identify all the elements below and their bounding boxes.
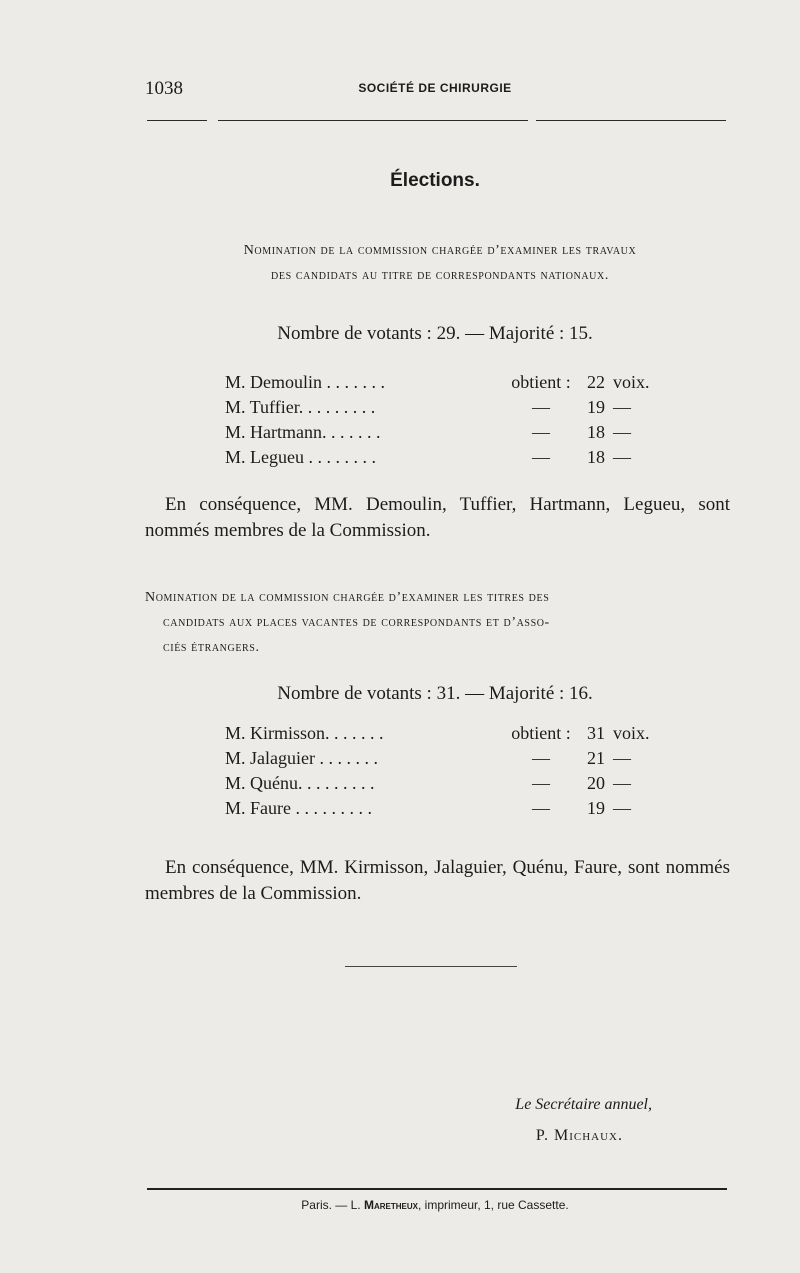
printer-footer [0,1198,800,1212]
result-verb: — [532,447,550,467]
vote-unit: — [613,397,631,417]
commission-heading-2 [145,585,730,660]
signature-name-text: P. Michaux. [535,1127,623,1144]
running-head: SOCIÉTÉ DE CHIRURGIE [358,81,512,95]
results-table-1 [225,372,665,472]
candidate-name: M. Quénu. . . . . . . . . [225,773,375,793]
footer-address: , imprimeur, 1, rue Cassette. [417,1198,569,1212]
page-header [145,78,730,102]
footer-printer: Maretheux [363,1198,418,1212]
results-table-2 [225,723,665,823]
result-verb: obtient : [511,723,571,743]
conclusion-paragraph-2: En conséquence, MM. Kirmisson, Jalaguier, Quénu, Faure, sont nommés membres de la Commission. [145,857,730,904]
vote-unit: — [613,773,631,793]
result-verb: — [532,773,550,793]
result-verb: obtient : [511,372,571,392]
vote-count: 18 [587,422,605,442]
candidate-name: M. Faure . . . . . . . . . [225,798,372,818]
heading-line: des candidats au titre de correspondants nationaux. [271,268,609,283]
vote-count: 19 [587,397,605,417]
candidate-name: M. Tuffier. . . . . . . . . [225,397,376,417]
result-verb: — [532,798,550,818]
candidate-name: M. Hartmann. . . . . . . [225,422,381,442]
result-verb: — [532,748,550,768]
footer-city: Paris. — L. [301,1198,361,1212]
heading-line: candidats aux places vacantes de correspondants et d’asso- [163,615,550,630]
footer-rule [147,1188,727,1190]
signature-title: Le Secrétaire annuel, [515,1096,652,1113]
header-rule [218,120,528,121]
votes-line-2: Nombre de votants : 31. — Majorité : 16. [277,683,593,704]
candidate-name: M. Legueu . . . . . . . . [225,447,376,467]
result-row [225,798,665,823]
result-row [225,773,665,798]
signature-name [0,1127,623,1145]
header-rule [147,120,207,121]
vote-unit: voix. [613,372,650,392]
section-divider [345,966,517,967]
result-row [225,723,665,748]
result-row [225,447,665,472]
candidate-name: M. Demoulin . . . . . . . [225,372,385,392]
vote-unit: voix. [613,723,650,743]
vote-unit: — [613,422,631,442]
result-verb: — [532,422,550,442]
vote-unit: — [613,447,631,467]
vote-count: 22 [587,372,605,392]
vote-unit: — [613,748,631,768]
candidate-name: M. Jalaguier . . . . . . . [225,748,378,768]
candidate-name: M. Kirmisson. . . . . . . [225,723,384,743]
section-title: Élections. [390,170,480,191]
page-number: 1038 [145,78,183,99]
heading-line: Nomination de la commission chargée d’examiner les travaux [243,243,637,258]
header-rule [536,120,726,121]
result-row [225,422,665,447]
result-row [225,397,665,422]
vote-count: 31 [587,723,605,743]
result-row [225,748,665,773]
commission-heading-1 [145,238,735,288]
heading-line: ciés étrangers. [163,640,260,655]
vote-count: 19 [587,798,605,818]
result-row [225,372,665,397]
votes-line-1: Nombre de votants : 29. — Majorité : 15. [277,323,593,344]
heading-line: Nomination de la commission chargée d’examiner les titres des [145,590,550,605]
result-verb: — [532,397,550,417]
vote-count: 20 [587,773,605,793]
conclusion-paragraph-1: En conséquence, MM. Demoulin, Tuffier, Hartmann, Legueu, sont nommés membres de la Commission. [145,494,730,541]
vote-count: 18 [587,447,605,467]
vote-unit: — [613,798,631,818]
vote-count: 21 [587,748,605,768]
